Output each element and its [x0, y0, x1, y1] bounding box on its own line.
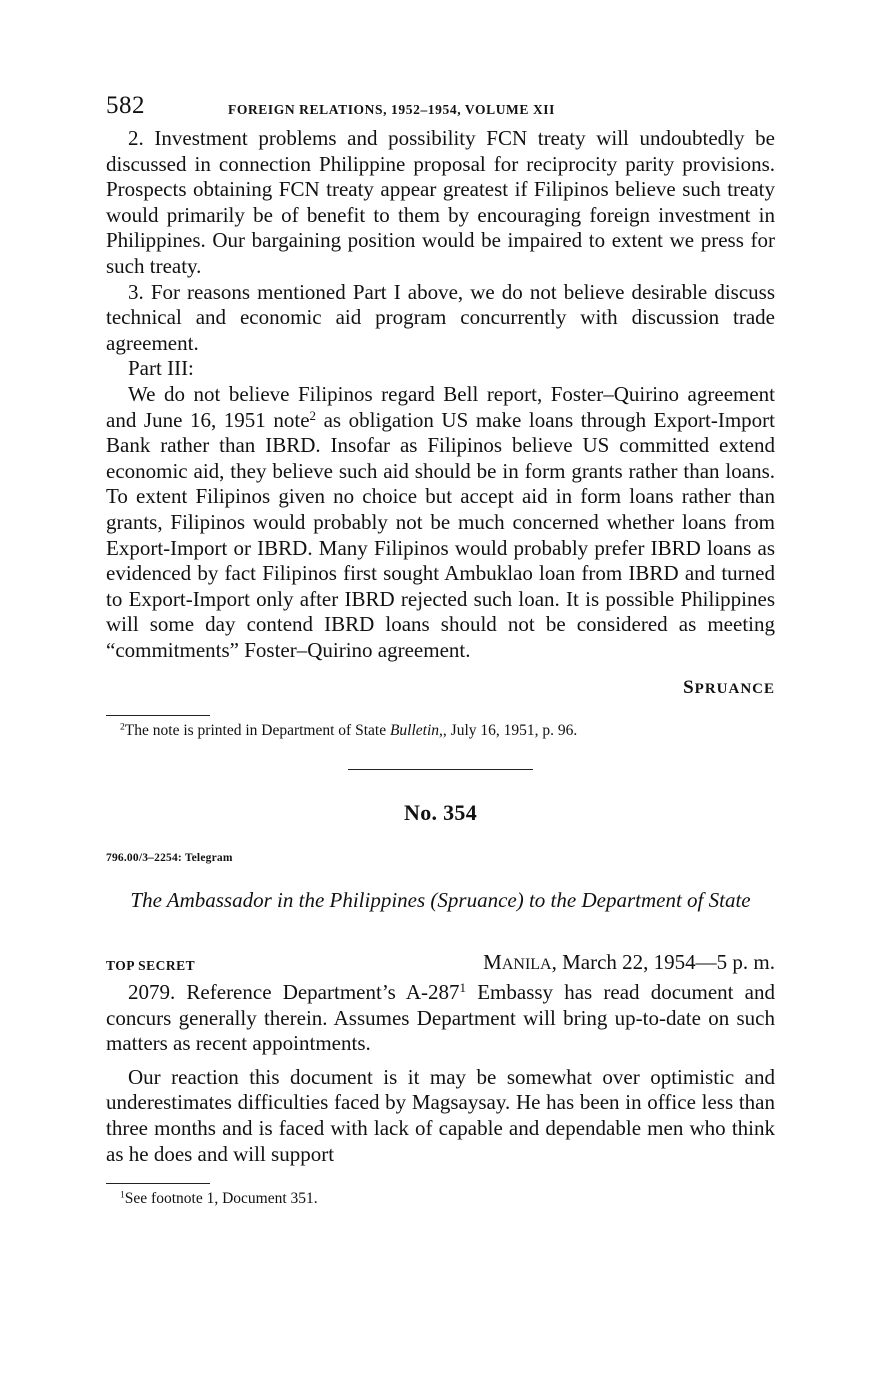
dateline-date: , March 22, 1954—5 p. m.: [551, 950, 775, 975]
signature-rest: PRUANCE: [694, 681, 775, 698]
footnote-1-text: See footnote 1, Document 351.: [124, 1190, 318, 1208]
footnote-2-text-end: , July 16, 1951, p. 96.: [442, 722, 578, 740]
paragraph-3: 3. For reasons mentioned Part I above, we do not believe desirable discuss technical and economic aid program concurrently with discussion trade agreement.: [106, 279, 775, 355]
telegram-paragraph-1-start: 2079. Reference Department’s A-287: [128, 980, 460, 1005]
page-number: 582: [106, 92, 145, 119]
telegram-paragraph-1-end: Embassy has read document and concurs generally therein. Assumes Department will bring up-to-date on such matters as recent appointments.: [106, 980, 775, 1056]
signature-initial: S: [683, 677, 695, 699]
telegram-paragraph-1: [106, 980, 775, 1057]
footnote-marker-2: 2: [120, 722, 125, 734]
document-page: [106, 90, 775, 1209]
signature: [106, 677, 775, 699]
footnote-rule-2: [106, 1183, 210, 1184]
classification: TOP SECRET: [106, 958, 196, 974]
part-three-heading: Part III:: [128, 356, 194, 381]
running-head: [106, 90, 775, 126]
telegram-paragraph-2: Our reaction this document is it may be somewhat over optimistic and underestimates difficulties faced by Magsaysay. He has been in office less than three months and is faced with lack of capable and dependable men who think as he does and will support: [106, 1064, 775, 1166]
running-title: FOREIGN RELATIONS, 1952–1954, VOLUME XII: [228, 102, 556, 117]
paragraph-2: 2. Investment problems and possibility FCN treaty will undoubtedly be discussed in connection Philippine proposal for reciprocity parity provisions. Prospects obtaining FCN treaty appear greatest if Filipinos believe such treaty would primarily be of benefit to them by encouraging foreign investment in Philippines. Our bargaining position would be impaired to extent we press for such treaty.: [106, 126, 775, 278]
footnote-2: [106, 721, 775, 741]
dateline: [483, 950, 775, 975]
part-three-text-end: as obligation US make loans through Export-Import Bank rather than IBRD. Insofar as Filipinos believe US committed extend economic aid, they believe such aid should be in form grants rather than loans. To extent Filipinos given no choice but accept aid in form loans rather than grants, Filipinos would probably not be much concerned whether loans from Export-Import or IBRD. Many Filipinos would probably prefer IBRD loans as evidenced by fact Filipinos first sought Ambuklao loan from IBRD and turned to Export-Import only after IBRD rejected such loan. It is possible Philippines will some day contend IBRD loans should not be considered as meeting “commitments” Foster–Quirino agreement.: [106, 407, 775, 662]
part-three-paragraph: [106, 382, 775, 664]
footnote-1: [106, 1189, 775, 1209]
document-number: No. 354: [404, 800, 477, 826]
part-three-text-start: We do not believe Filipinos regard Bell report, Foster–Quirino agreement and June 16, 1951 note: [106, 381, 775, 432]
dateline-place-initial: M: [483, 950, 502, 975]
telegram-header: [106, 950, 775, 978]
document-title: The Ambassador in the Philippines (Spruance) to the Department of State: [130, 888, 751, 913]
file-reference: 796.00/3–2254: Telegram: [106, 852, 233, 865]
dateline-place-rest: ANILA: [501, 956, 552, 974]
section-divider: [348, 769, 533, 770]
footnote-ref-1: 1: [459, 979, 467, 995]
footnote-2-italic: Bulletin,: [389, 722, 443, 740]
footnote-rule: [106, 715, 210, 716]
footnote-ref-2: 2: [309, 407, 317, 423]
footnote-2-text: The note is printed in Department of State: [124, 722, 390, 740]
footnote-marker-1: 1: [120, 1189, 125, 1201]
